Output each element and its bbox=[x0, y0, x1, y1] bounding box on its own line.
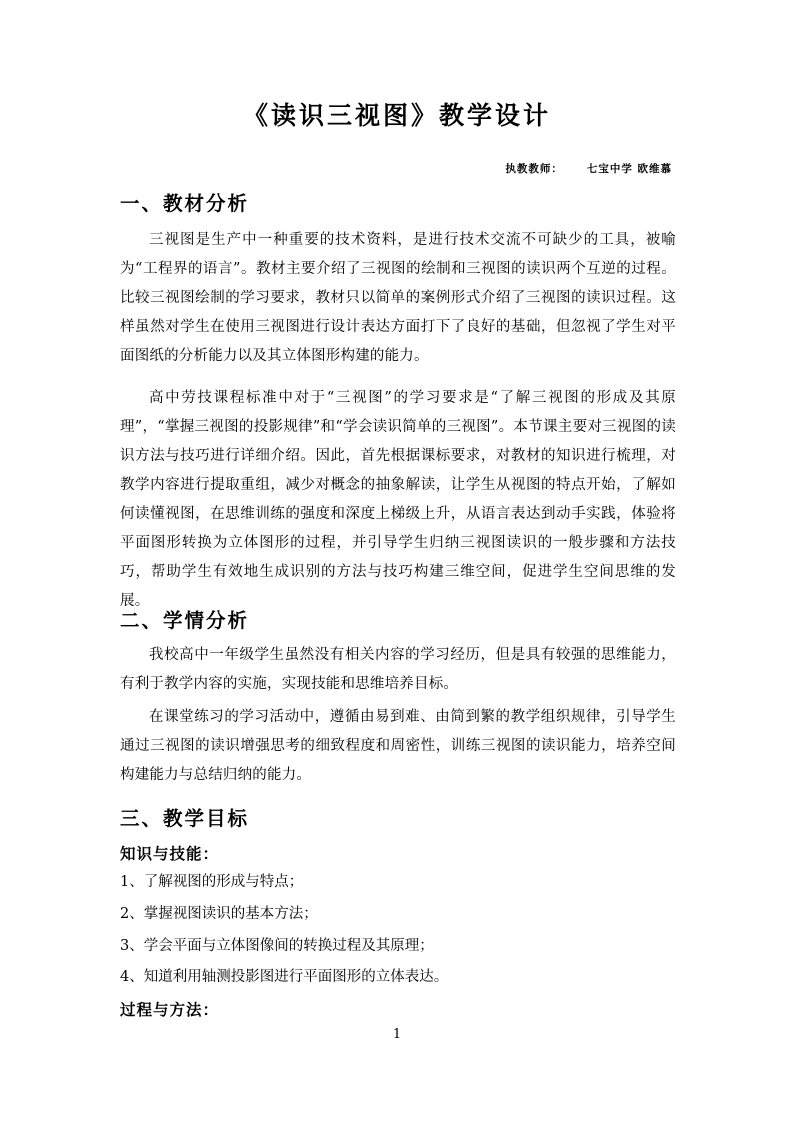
section-1-paragraph-2: 高中劳技课程标准中对于“三视图”的学习要求是“了解三视图的形成及其原理”，“掌握三视图的投影规律”和“学会读识简单的三视图”。本节课主要对三视图的读识方法与技巧进行详细介绍。因此，首先根据课标要求，对教材的知识进行梳理，对教学内容进行提取重组，减少对概念的抽象解读，让学生从视图的特点开始，了解如何读懂视图，在思维训练的强度和深度上梯级上升，从语言表达到动手实践，体验将平面图形转换为立体图形的过程，并引导学生归纳三视图读识的一般步骤和方法技巧，帮助学生有效地生成识别的方法与技巧构建三维空间，促进学生空间思维的发展。 bbox=[120, 390, 676, 609]
author-name: 七宝中学 欧维慕 bbox=[586, 163, 672, 175]
section-heading-1: 一、教材分析 bbox=[120, 192, 250, 215]
document-title: 《读识三视图》教学设计 bbox=[242, 101, 551, 130]
author-label: 执教教师： bbox=[505, 163, 563, 175]
section-heading-2: 二、学情分析 bbox=[120, 609, 250, 632]
objective-item-1: 1、了解视图的形成与特点； bbox=[120, 874, 304, 890]
section-2-paragraph-1: 我校高中一年级学生虽然没有相关内容的学习经历，但是具有较强的思维能力，有利于教学内容的实施，实现技能和思维培养目标。 bbox=[120, 647, 676, 692]
section-heading-3: 三、教学目标 bbox=[120, 807, 250, 830]
section-1-paragraph-1: 三视图是生产中一种重要的技术资料，是进行技术交流不可缺少的工具，被喻为“工程界的语言”。教材主要介绍了三视图的绘制和三视图的读识两个互逆的过程。比较三视图绘制的学习要求，教材只以简单的案例形式介绍了三视图的读识过程。这样虽然对学生在使用三视图进行设计表达方面打下了良好的基础，但忽视了学生对平面图纸的分析能力以及其立体图形构建的能力。 bbox=[120, 232, 676, 364]
subheading-knowledge-skills: 知识与技能： bbox=[120, 845, 220, 863]
author-line bbox=[505, 161, 672, 176]
objective-item-3: 3、学会平面与立体图像间的转换过程及其原理； bbox=[120, 938, 434, 954]
objective-item-4: 4、知道利用轴测投影图进行平面图形的立体表达。 bbox=[120, 969, 449, 985]
subheading-process-methods: 过程与方法： bbox=[120, 1001, 220, 1019]
section-2-paragraph-2: 在课堂练习的学习活动中，遵循由易到难、由简到繁的教学组织规律，引导学生通过三视图的读识增强思考的细致程度和周密性，训练三视图的读识能力，培养空间构建能力与总结归纳的能力。 bbox=[120, 709, 676, 783]
objective-item-2: 2、掌握视图读识的基本方法； bbox=[120, 906, 318, 922]
page-number: 1 bbox=[392, 1027, 402, 1042]
